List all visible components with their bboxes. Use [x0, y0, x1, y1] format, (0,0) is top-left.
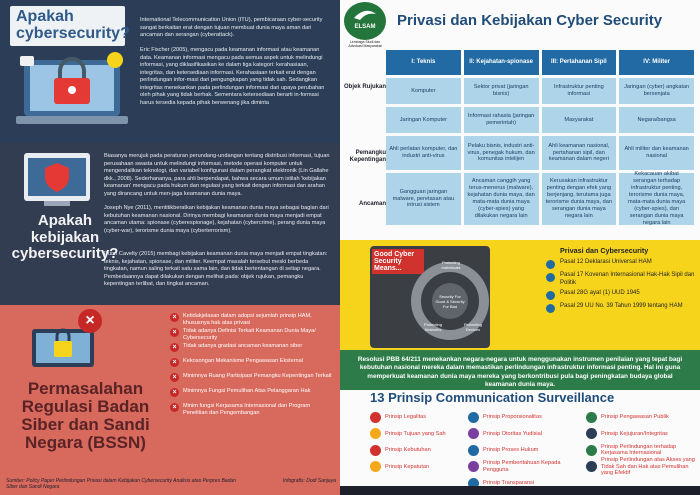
principle-icon	[370, 428, 381, 439]
table-row: Ahli perlatan komputer, dan industri anti-virus Pelaku bisnis, industri anti-virus, penegak hukum, dan komunitas intelijen Ahli keamanan nasional, pertahanan sipil, dan keamanan dalam negeri Ahli militer dan keamanan nasional	[386, 136, 694, 170]
x-icon: ×	[170, 328, 179, 337]
principle-icon	[468, 428, 479, 439]
principle-item	[468, 426, 586, 443]
principle-icon	[586, 428, 597, 439]
section-cybersecurity-policy	[0, 143, 340, 305]
diagram-label: Security For Good & Security For Bad	[435, 294, 465, 309]
principle-icon	[586, 445, 597, 456]
x-icon: ×	[170, 313, 179, 322]
row-label: Objek Rujukan	[343, 84, 386, 90]
policy-table	[386, 50, 694, 228]
principle-icon	[468, 461, 479, 472]
list-item: Pasal 28G ayat (1) UUD 1945	[546, 290, 696, 300]
credit: Infografis: Dodi Sanjaya	[282, 478, 336, 484]
diagram-label: Protecting Networks	[423, 322, 442, 332]
problem-list	[170, 313, 335, 418]
list-item: × Minimnya Ruang Partisipasi Pemangku Kepentingan Terkait	[170, 373, 335, 385]
principle-item	[586, 409, 698, 426]
principle-icon	[370, 461, 381, 472]
principle-label: Prinsip Kebutuhan	[385, 447, 431, 454]
list-item: × Tidak adanya gradasi ancaman keamanan siber	[170, 343, 335, 355]
principles-title: 13 Prinsip Communication Surveillance	[370, 390, 615, 405]
principle-item	[468, 459, 586, 476]
diagram-label: Protecting Devices	[463, 322, 482, 332]
principle-icon	[468, 445, 479, 456]
bullet-icon	[546, 260, 555, 269]
left-panel	[0, 0, 340, 495]
section-title: Apakah cybersecurity?	[10, 6, 125, 46]
principle-icon	[468, 412, 479, 423]
principle-item	[586, 442, 698, 459]
table-header: I: Teknis II: Kejahatan-spionase III: Pertahanan Sipil IV: Militer	[386, 50, 694, 75]
bottom-bar	[340, 486, 700, 495]
principle-icon	[586, 461, 597, 472]
list-item: × Kekosongan Mekanisme Pengawasan Eksternal	[170, 358, 335, 370]
privacy-list	[546, 259, 696, 316]
list-item: × Minimnya Fungsi Pemulihan Atas Pelanggaran Hak	[170, 388, 335, 400]
section-what-is-cybersecurity	[0, 0, 340, 143]
principle-label: Prinsip Kepatutan	[385, 463, 430, 470]
list-item: × Tidak adanya Definisi Terkait Keamanan Dunia Maya/ Cybersecurity	[170, 328, 335, 340]
principle-item	[468, 442, 586, 459]
x-icon: ×	[170, 388, 179, 397]
principle-label: Prinsip Legalitas	[385, 414, 427, 421]
privacy-panel	[340, 240, 700, 350]
table-row: Gangguan jaringan malware, peretasan atau intrusi sistem Ancaman canggih yang terus-menerus (malware), kejahatan dunia maya, dan mata-mata dunia maya (cyber-spies) yang dilakukan negara lain Kerusakan infrastruktur penting dengan efek yang berjenjang, terutama juga terorisme dunia maya, dan serangan dunia maya negara lain Kekacauan akibat serangan terhadap infrastruktur penting, terorisme dunia maya, mata-mata dunia maya (cyber-spies), dan serangan dunia maya negara lain	[386, 173, 694, 225]
principles-grid	[370, 409, 698, 492]
source-note: Sumber: Policy Paper Perlindungan Privasi dalam Kebijakan Cybersecurity Analisis atas Perpres Badan Siber dan Sandi Negara	[6, 478, 236, 490]
logo-subtitle: Lembaga Studi dan Advokasi Masyarakat	[348, 40, 382, 48]
x-icon: ×	[170, 343, 179, 352]
row-label: Pemangku Kepentingan	[349, 150, 386, 163]
un-resolution-note: Resolusi PBB 64/211 menekankan negara-negara untuk menggunakan instrumen penilaian yang tepat bagi kebutuhan nasional mereka dalam memastikan perlindungan infrastruktur informasi penting. Hal ini guna memperkuat keamanan dunia maya mereka yang berkontribusi pula bagi peningkatan budaya global keamanan dunia maya.	[340, 350, 700, 390]
principle-icon	[370, 412, 381, 423]
principle-label: Prinsip Tujuan yang Sah	[385, 430, 446, 437]
principle-label: Prinsip Pemberitahuan Kepada Pengguna	[483, 460, 561, 473]
x-icon: ×	[170, 358, 179, 367]
list-item: Pasal 29 UU No. 39 Tahun 1999 tentang HAM	[546, 303, 696, 313]
right-panel	[340, 0, 700, 495]
x-icon: ×	[170, 373, 179, 382]
principle-item	[370, 442, 468, 459]
section-title: Apakah kebijakan cybersecurity?	[11, 212, 119, 262]
principle-icon	[370, 445, 381, 456]
paragraph: Dunn Cavelty (2015) membagi kebijakan keamanan dunia maya menjadi empat tingkatan: teknis, kejahatan, spionase, dan militer. Keempat masalah tersebut meski berbeda tingkatan, namun saling terkait satu sama lain, dan tidak bertentangan di setiap negara. Pembedaannya dapat dilakukan dengan melihat pada: objek rujukan, pemangku kepentingan terlibat, dan tingkat ancaman.	[104, 251, 328, 288]
paragraph: Biasanya merujuk pada peraturan perundang-undangan tentang distribusi informasi, tujuan perusahaan swasta untuk melindungi informasi, metode operasi komputer untuk mengendalikan teknologi, dan variabel konfigurasi dalam perangkat elektronik (Lin Gallahe dkk., 2008). Sederhananya, para ahli berpendapat, bahwa secara umum istilah 'kebijakan keamanan' mengacu pada hukum dan regulasi yang terkait dengan informasi dan arahan yang dirancang untuk men-jaga keamanan dunia maya.	[104, 153, 330, 197]
page-title: Privasi dan Kebijakan Cyber Security	[397, 12, 663, 29]
bullet-icon	[546, 291, 555, 300]
section-bssn-problems	[0, 305, 340, 495]
paragraph: Eric Fischer (2005), mengacu pada keamanan informasi atau keamanan data. Keamanan informasi mengacu pada semua aspek untuk melindungi informasi, yang diklasifikasikan ke dalam tiga kategori: kerahasiaan, integritas, dan ketersediaan informasi. Kerahasiaan terkait erat dengan perlindungan infor-masi dari pengungkapan yang tidak sah. Sedangkan integritas menekankan pada perlindungan informasi dari upaya perubahan oleh pihak yang tidak berhak. Sementara ketersediaan berarti in-formasi harus tersedia kepada pihak berwenang jika diminta	[140, 47, 325, 106]
elsam-logo: ELSAM	[344, 2, 386, 40]
x-icon: ×	[170, 403, 179, 412]
list-item: Pasal 12 Deklarasi Universal HAM	[546, 259, 696, 269]
principle-item	[586, 426, 698, 443]
list-item: Pasal 17 Kovenan Internasional Hak-Hak Sipil dan Politik	[546, 272, 696, 287]
section-title: Permasalahan Regulasi Badan Siber dan Sandi Negara (BSSN)	[21, 379, 150, 452]
table-row: Komputer Sektor privat (jaringan bisnis) Infrastruktur penting informasi Jaringan (cyber) angkatan bersenjata	[386, 78, 694, 104]
footer	[6, 478, 336, 490]
principle-label: Prinsip Transparansi	[483, 480, 534, 487]
bullet-icon	[546, 273, 555, 282]
paragraph: International Telecommunication Union (ITU), pembicaraan cyber-security sangat berkaitan erat dengan tujuan membuat dunia maya aman dari ancaman dan serangan (cyberattack).	[140, 17, 323, 39]
cyber-diagram	[370, 246, 490, 348]
principle-label: Prinsip Pengawasan Publik	[601, 414, 669, 421]
diagram-label: Protecting Individuals	[441, 260, 461, 270]
table-row: Jaringan Komputer Informasi rahasia (jaringan pemerintah) Masyarakat Negara/bangsa	[386, 107, 694, 133]
principle-item	[586, 459, 698, 476]
row-label: Ancaman	[358, 201, 386, 207]
principle-label: Prinsip Otoritas Yudisial	[483, 430, 542, 437]
principle-item	[370, 426, 468, 443]
close-icon: ×	[78, 309, 102, 333]
principle-item	[468, 409, 586, 426]
laptop-lock-illustration	[14, 50, 130, 130]
principle-label: Prinsip Perlindungan atas Akses yang Tidak Sah dan Hak atas Pemulihan yang Efektif	[601, 457, 695, 476]
good-cyber-label: Good Cyber Security Means...	[372, 249, 424, 274]
bullet-icon	[546, 304, 555, 313]
principle-label: Prinsip Proporsionalitas	[483, 414, 542, 421]
principle-icon	[586, 412, 597, 423]
list-item: × Minim fungsi Kerjasama Internasional dan Program Penelitian dan Pengembangan	[170, 403, 335, 415]
principle-item	[370, 459, 468, 476]
principle-label: Prinsip Kejujuran/Integritas	[601, 430, 668, 437]
shield-code-icon	[18, 149, 98, 211]
paragraph: Joseph Nye (2011), mentitikberatkan kebijakan keamanan dunia maya sebagai bagian dari kebutuhan keamanan nasional. Dirinya membagi keamanan dunia maya menjadi empat ancaman utama: spionase (cyberespionage), kejahatan (cybercrime), perang dunia maya (cyber-war), terorisme dunia maya (cyberterrorism).	[104, 205, 329, 234]
principle-label: Prinsip Proses Hukum	[483, 447, 539, 454]
principle-item	[370, 409, 468, 426]
principle-label: Prinsip Perlindungan terhadap Kerjasama Internasional	[601, 443, 677, 457]
list-item: × Ketidakjelasan dalam adopsi sejumlah prinsip HAM, khususnya hak atas privasi	[170, 313, 335, 325]
privacy-title: Privasi dan Cybersecurity	[560, 246, 649, 255]
